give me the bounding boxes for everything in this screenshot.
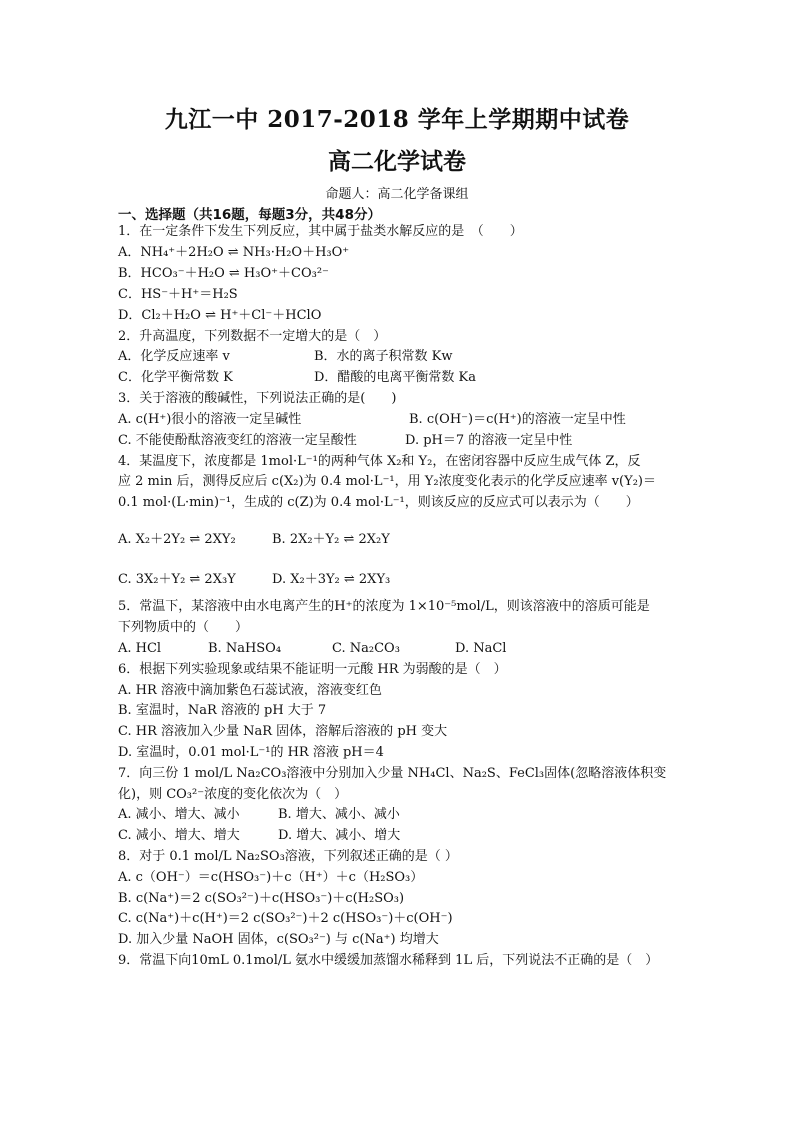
q6-stem: 6．根据下列实验现象或结果不能证明一元酸 HR 为弱酸的是（ ） <box>118 662 507 677</box>
q9-stem: 9．常温下向10mL 0.1mol/L 氨水中缓缓加蒸馏水稀释到 1L 后，下列说法不正确的是（ ） <box>118 953 659 968</box>
q1-option-d: D．Cl₂＋H₂O ⇌ H⁺＋Cl⁻＋HClO <box>118 308 322 323</box>
q4-stem-line1: 4．某温度下，浓度都是 1mol·L⁻¹的两种气体 X₂和 Y₂，在密闭容器中反应生成气体 Z，反 <box>118 454 641 469</box>
q5-option-a: A. HCl <box>118 641 162 656</box>
q7-option-a: A. 减小、增大、减小 <box>118 807 240 822</box>
q3-option-a: A. c(H⁺)很小的溶液一定呈碱性 <box>118 412 302 427</box>
q2-option-b: B．水的离子积常数 Kw <box>314 349 453 364</box>
q1-option-a: A．NH₄⁺＋2H₂O ⇌ NH₃·H₂O＋H₃O⁺ <box>118 245 350 260</box>
q4-stem-line2: 应 2 min 后，测得反应后 c(X₂)为 0.4 mol·L⁻¹，用 Y₂浓度变化表示的化学反应速率 v(Y₂)＝ <box>118 474 656 489</box>
q2-option-c: C．化学平衡常数 K <box>118 370 233 385</box>
q1-stem: 1．在一定条件下发生下列反应，其中属于盐类水解反应的是 （ ） <box>118 224 523 239</box>
q6-option-b: B. 室温时，NaR 溶液的 pH 大于 7 <box>118 703 327 718</box>
q3-stem: 3．关于溶液的酸碱性，下列说法正确的是( ) <box>118 391 397 406</box>
q7-stem-line2: 化)，则 CO₃²⁻浓度的变化依次为（ ） <box>118 787 348 802</box>
q8-option-c: C. c(Na⁺)＋c(H⁺)＝2 c(SO₃²⁻)＋2 c(HSO₃⁻)＋c(OH⁻) <box>118 911 453 926</box>
q4-option-a: A. X₂＋2Y₂ ⇌ 2XY₂ <box>118 532 236 547</box>
q7-option-d: D. 增大、减小、增大 <box>278 828 401 843</box>
q3-option-b: B. c(OH⁻)＝c(H⁺)的溶液一定呈中性 <box>409 412 626 427</box>
q6-option-a: A. HR 溶液中滴加紫色石蕊试液，溶液变红色 <box>118 683 382 698</box>
exam-title: 九江一中 2017-2018 学年上学期期中试卷 <box>164 106 630 133</box>
q8-stem: 8．对于 0.1 mol/L Na₂SO₃溶液，下列叙述正确的是（ ） <box>118 849 458 864</box>
q3-option-d: D. pH＝7 的溶液一定呈中性 <box>405 433 573 448</box>
q5-option-c: C. Na₂CO₃ <box>332 641 400 656</box>
section-heading: 一、选择题（共16题，每题3分，共48分） <box>118 207 381 223</box>
q4-option-d: D. X₂＋3Y₂ ⇌ 2XY₃ <box>272 572 391 587</box>
q7-stem-line1: 7．向三份 1 mol/L Na₂CO₃溶液中分别加入少量 NH₄Cl、Na₂S、FeCl₃固体(忽略溶液体积变 <box>118 766 667 781</box>
q5-option-d: D. NaCl <box>455 641 507 656</box>
q4-stem-line3: 0.1 mol·(L·min)⁻¹，生成的 c(Z)为 0.4 mol·L⁻¹，则该反应的反应式可以表示为（ ） <box>118 495 639 510</box>
q6-option-c: C. HR 溶液加入少量 NaR 固体，溶解后溶液的 pH 变大 <box>118 724 448 739</box>
q7-option-b: B. 增大、减小、减小 <box>278 807 400 822</box>
q3-option-c: C. 不能使酚酞溶液变红的溶液一定呈酸性 <box>118 433 357 448</box>
q5-option-b: B. NaHSO₄ <box>208 641 282 656</box>
q4-option-b: B. 2X₂＋Y₂ ⇌ 2X₂Y <box>272 532 390 547</box>
q8-option-d: D. 加入少量 NaOH 固体，c(SO₃²⁻) 与 c(Na⁺) 均增大 <box>118 932 439 947</box>
exam-author: 命题人：高二化学备课组 <box>325 187 469 202</box>
q4-option-c: C. 3X₂＋Y₂ ⇌ 2X₃Y <box>118 572 236 587</box>
q7-option-c: C. 减小、增大、增大 <box>118 828 240 843</box>
q8-option-a: A. c（OH⁻）＝c(HSO₃⁻)＋c（H⁺）＋c（H₂SO₃） <box>118 870 424 885</box>
exam-subtitle: 高二化学试卷 <box>328 148 466 175</box>
q8-option-b: B. c(Na⁺)＝2 c(SO₃²⁻)＋c(HSO₃⁻)＋c(H₂SO₃) <box>118 891 405 906</box>
q1-option-b: B．HCO₃⁻＋H₂O ⇌ H₃O⁺＋CO₃²⁻ <box>118 266 329 281</box>
q2-option-d: D．醋酸的电离平衡常数 Ka <box>314 370 477 385</box>
q2-option-a: A．化学反应速率 v <box>118 349 230 364</box>
q5-stem-line2: 下列物质中的（ ） <box>118 620 249 635</box>
q2-stem: 2．升高温度，下列数据不一定增大的是（ ） <box>118 329 387 344</box>
q1-option-c: C．HS⁻＋H⁺＝H₂S <box>118 287 238 302</box>
q6-option-d: D. 室温时，0.01 mol·L⁻¹的 HR 溶液 pH＝4 <box>118 745 384 760</box>
q5-stem-line1: 5．常温下，某溶液中由水电离产生的H⁺的浓度为 1×10⁻⁵mol/L，则该溶液中的溶质可能是 <box>118 599 650 614</box>
